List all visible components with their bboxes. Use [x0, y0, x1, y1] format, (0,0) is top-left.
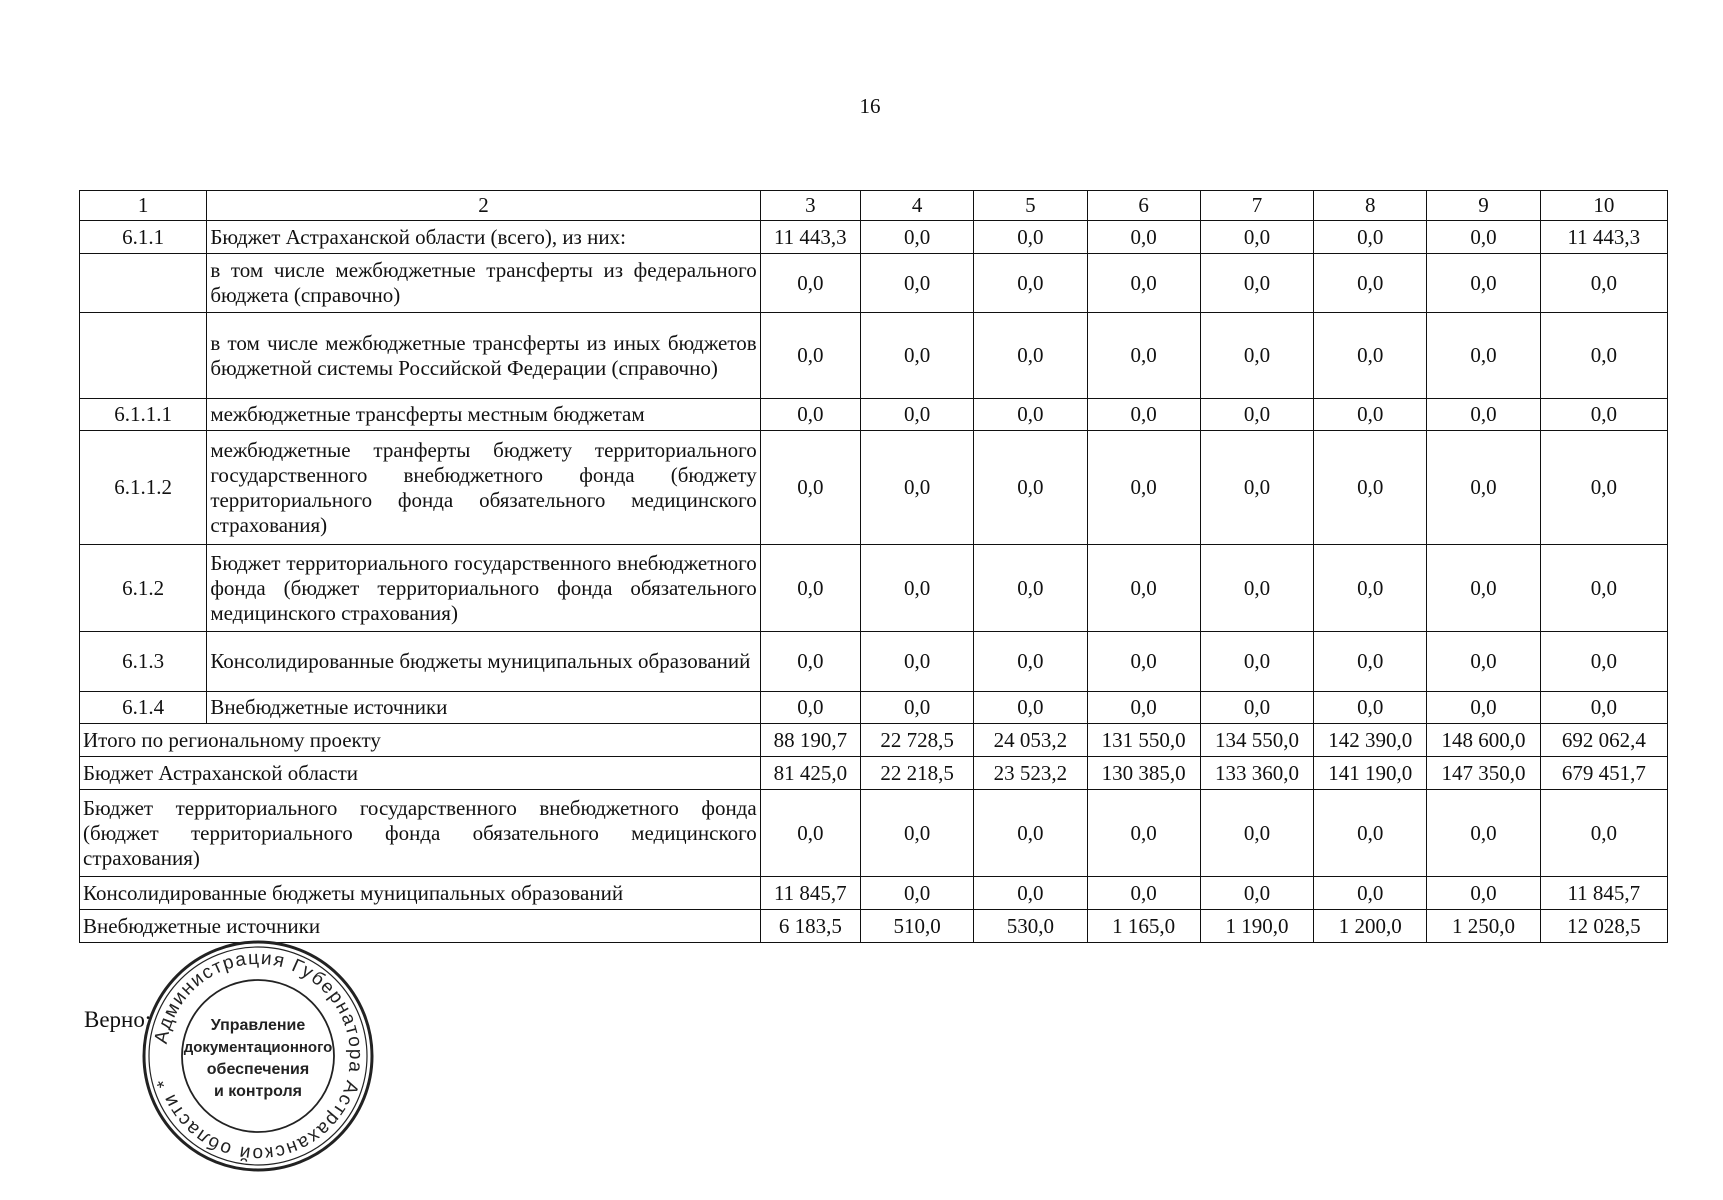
- value-cell: 0,0: [860, 431, 973, 545]
- row-code: [80, 254, 207, 313]
- row-label: Внебюджетные источники: [207, 692, 760, 724]
- value-cell: 0,0: [1200, 254, 1313, 313]
- value-cell: 0,0: [1200, 877, 1313, 910]
- value-cell: 0,0: [760, 313, 860, 399]
- table-header-row: [80, 191, 1668, 221]
- value-cell: 0,0: [1087, 790, 1200, 877]
- value-cell: 88 190,7: [760, 724, 860, 757]
- row-label: в том числе межбюджетные трансферты из федерального бюджета (справочно): [207, 254, 760, 313]
- value-cell: 0,0: [974, 545, 1087, 632]
- row-code: 6.1.1.2: [80, 431, 207, 545]
- value-cell: 1 165,0: [1087, 910, 1200, 943]
- value-cell: 11 845,7: [1540, 877, 1667, 910]
- value-cell: 0,0: [1427, 692, 1540, 724]
- value-cell: 0,0: [974, 632, 1087, 692]
- value-cell: 0,0: [760, 632, 860, 692]
- value-cell: 134 550,0: [1200, 724, 1313, 757]
- value-cell: 0,0: [860, 545, 973, 632]
- value-cell: 0,0: [1540, 313, 1667, 399]
- stamp-center-line: Управление: [210, 1017, 306, 1034]
- value-cell: 0,0: [1314, 632, 1427, 692]
- value-cell: 0,0: [1087, 221, 1200, 254]
- value-cell: 1 250,0: [1427, 910, 1540, 943]
- value-cell: 1 200,0: [1314, 910, 1427, 943]
- value-cell: 1 190,0: [1200, 910, 1313, 943]
- stamp-center-line: обеспечения: [206, 1061, 310, 1078]
- value-cell: 0,0: [1314, 399, 1427, 431]
- value-cell: 0,0: [860, 632, 973, 692]
- value-cell: 22 728,5: [860, 724, 973, 757]
- value-cell: 147 350,0: [1427, 757, 1540, 790]
- table-row: [80, 632, 1668, 692]
- value-cell: 24 053,2: [974, 724, 1087, 757]
- value-cell: 0,0: [860, 254, 973, 313]
- value-cell: 133 360,0: [1200, 757, 1313, 790]
- total-row: [80, 790, 1668, 877]
- header-cell: 5: [974, 191, 1087, 221]
- value-cell: 0,0: [1314, 254, 1427, 313]
- stamp-center-line: и контроля: [214, 1083, 302, 1100]
- value-cell: 0,0: [1314, 221, 1427, 254]
- total-row: [80, 724, 1668, 757]
- total-label: Консолидированные бюджеты муниципальных образований: [80, 877, 761, 910]
- value-cell: 0,0: [860, 877, 973, 910]
- table-row: [80, 545, 1668, 632]
- row-label: в том числе межбюджетные трансферты из иных бюджетов бюджетной системы Российской Федерации (справочно): [207, 313, 760, 399]
- value-cell: 0,0: [860, 313, 973, 399]
- value-cell: 0,0: [1087, 254, 1200, 313]
- value-cell: 679 451,7: [1540, 757, 1667, 790]
- total-row: [80, 877, 1668, 910]
- value-cell: 11 443,3: [1540, 221, 1667, 254]
- row-code: 6.1.3: [80, 632, 207, 692]
- value-cell: 0,0: [1087, 431, 1200, 545]
- header-cell: 3: [760, 191, 860, 221]
- header-cell: 8: [1314, 191, 1427, 221]
- value-cell: 0,0: [1540, 790, 1667, 877]
- value-cell: 0,0: [974, 254, 1087, 313]
- value-cell: 0,0: [1540, 692, 1667, 724]
- value-cell: 0,0: [1087, 692, 1200, 724]
- value-cell: 0,0: [860, 692, 973, 724]
- value-cell: 0,0: [1427, 399, 1540, 431]
- header-cell: 10: [1540, 191, 1667, 221]
- value-cell: 141 190,0: [1314, 757, 1427, 790]
- stamp-ring-text: Администрация Губернатора Астраханской области *: [150, 947, 367, 1165]
- value-cell: 0,0: [1200, 399, 1313, 431]
- verno-label: Верно:: [84, 1007, 152, 1032]
- value-cell: 0,0: [1314, 431, 1427, 545]
- value-cell: 148 600,0: [1427, 724, 1540, 757]
- value-cell: 0,0: [974, 399, 1087, 431]
- row-code: [80, 313, 207, 399]
- total-row: [80, 757, 1668, 790]
- value-cell: 0,0: [860, 221, 973, 254]
- total-label: Итого по региональному проекту: [80, 724, 761, 757]
- value-cell: 0,0: [1427, 545, 1540, 632]
- value-cell: 11 845,7: [760, 877, 860, 910]
- value-cell: 0,0: [1314, 545, 1427, 632]
- value-cell: 0,0: [974, 313, 1087, 399]
- value-cell: 0,0: [1314, 790, 1427, 877]
- row-label: межбюджетные транферты бюджету территориального государственного внебюджетного фонда (бюджету территориального фонда обязательного медицинского страхования): [207, 431, 760, 545]
- value-cell: 0,0: [1200, 790, 1313, 877]
- value-cell: 0,0: [1087, 632, 1200, 692]
- header-cell: 1: [80, 191, 207, 221]
- value-cell: 0,0: [860, 399, 973, 431]
- value-cell: 0,0: [974, 692, 1087, 724]
- total-label: Внебюджетные источники: [80, 910, 761, 943]
- value-cell: 11 443,3: [760, 221, 860, 254]
- row-label: межбюджетные трансферты местным бюджетам: [207, 399, 760, 431]
- value-cell: 0,0: [1540, 431, 1667, 545]
- value-cell: 530,0: [974, 910, 1087, 943]
- value-cell: 0,0: [974, 431, 1087, 545]
- value-cell: 0,0: [1540, 254, 1667, 313]
- stamp-center-line: документационного: [183, 1039, 333, 1056]
- value-cell: 0,0: [974, 221, 1087, 254]
- value-cell: 510,0: [860, 910, 973, 943]
- value-cell: 0,0: [1427, 790, 1540, 877]
- row-label: Консолидированные бюджеты муниципальных образований: [207, 632, 760, 692]
- row-code: 6.1.1: [80, 221, 207, 254]
- value-cell: 0,0: [1540, 399, 1667, 431]
- value-cell: 0,0: [1087, 399, 1200, 431]
- value-cell: 0,0: [1427, 254, 1540, 313]
- value-cell: 0,0: [760, 254, 860, 313]
- value-cell: 0,0: [1540, 632, 1667, 692]
- value-cell: 0,0: [1427, 632, 1540, 692]
- value-cell: 0,0: [1200, 632, 1313, 692]
- row-label: Бюджет Астраханской области (всего), из них:: [207, 221, 760, 254]
- header-cell: 4: [860, 191, 973, 221]
- value-cell: 23 523,2: [974, 757, 1087, 790]
- value-cell: 0,0: [1200, 692, 1313, 724]
- value-cell: 0,0: [1200, 313, 1313, 399]
- table-row: [80, 692, 1668, 724]
- value-cell: 0,0: [1427, 313, 1540, 399]
- value-cell: 131 550,0: [1087, 724, 1200, 757]
- value-cell: 0,0: [760, 545, 860, 632]
- value-cell: 0,0: [1540, 545, 1667, 632]
- table-row: [80, 399, 1668, 431]
- value-cell: 0,0: [1200, 545, 1313, 632]
- value-cell: 0,0: [760, 399, 860, 431]
- row-code: 6.1.2: [80, 545, 207, 632]
- value-cell: 0,0: [1427, 431, 1540, 545]
- table-row: [80, 221, 1668, 254]
- table-row: [80, 313, 1668, 399]
- value-cell: 0,0: [860, 790, 973, 877]
- value-cell: 12 028,5: [1540, 910, 1667, 943]
- value-cell: 130 385,0: [1087, 757, 1200, 790]
- value-cell: 0,0: [1087, 877, 1200, 910]
- value-cell: 0,0: [760, 431, 860, 545]
- table-row: [80, 254, 1668, 313]
- header-cell: 9: [1427, 191, 1540, 221]
- value-cell: 0,0: [1314, 313, 1427, 399]
- value-cell: 0,0: [760, 692, 860, 724]
- total-label: Бюджет Астраханской области: [80, 757, 761, 790]
- row-code: 6.1.4: [80, 692, 207, 724]
- value-cell: 0,0: [1314, 877, 1427, 910]
- value-cell: 6 183,5: [760, 910, 860, 943]
- value-cell: 0,0: [1200, 431, 1313, 545]
- value-cell: 142 390,0: [1314, 724, 1427, 757]
- value-cell: 0,0: [760, 790, 860, 877]
- value-cell: 81 425,0: [760, 757, 860, 790]
- value-cell: 0,0: [1314, 692, 1427, 724]
- value-cell: 22 218,5: [860, 757, 973, 790]
- value-cell: 0,0: [974, 877, 1087, 910]
- total-label: Бюджет территориального государственного внебюджетного фонда (бюджет территориального фонда обязательного медицинского страхования): [80, 790, 761, 877]
- header-cell: 6: [1087, 191, 1200, 221]
- stamp-outer-ring: [144, 942, 372, 1170]
- value-cell: 0,0: [1427, 877, 1540, 910]
- value-cell: 0,0: [1087, 545, 1200, 632]
- row-label: Бюджет территориального государственного внебюджетного фонда (бюджет территориального фонда обязательного медицинского страхования): [207, 545, 760, 632]
- table-row: [80, 431, 1668, 545]
- header-cell: 7: [1200, 191, 1313, 221]
- budget-table: [79, 190, 1668, 943]
- page-number: 16: [859, 94, 881, 118]
- stamp-inner-ring: [182, 980, 334, 1132]
- value-cell: 0,0: [1200, 221, 1313, 254]
- official-stamp: [140, 938, 376, 1174]
- row-code: 6.1.1.1: [80, 399, 207, 431]
- value-cell: 0,0: [1087, 313, 1200, 399]
- header-cell: 2: [207, 191, 760, 221]
- value-cell: 0,0: [974, 790, 1087, 877]
- value-cell: 0,0: [1427, 221, 1540, 254]
- value-cell: 692 062,4: [1540, 724, 1667, 757]
